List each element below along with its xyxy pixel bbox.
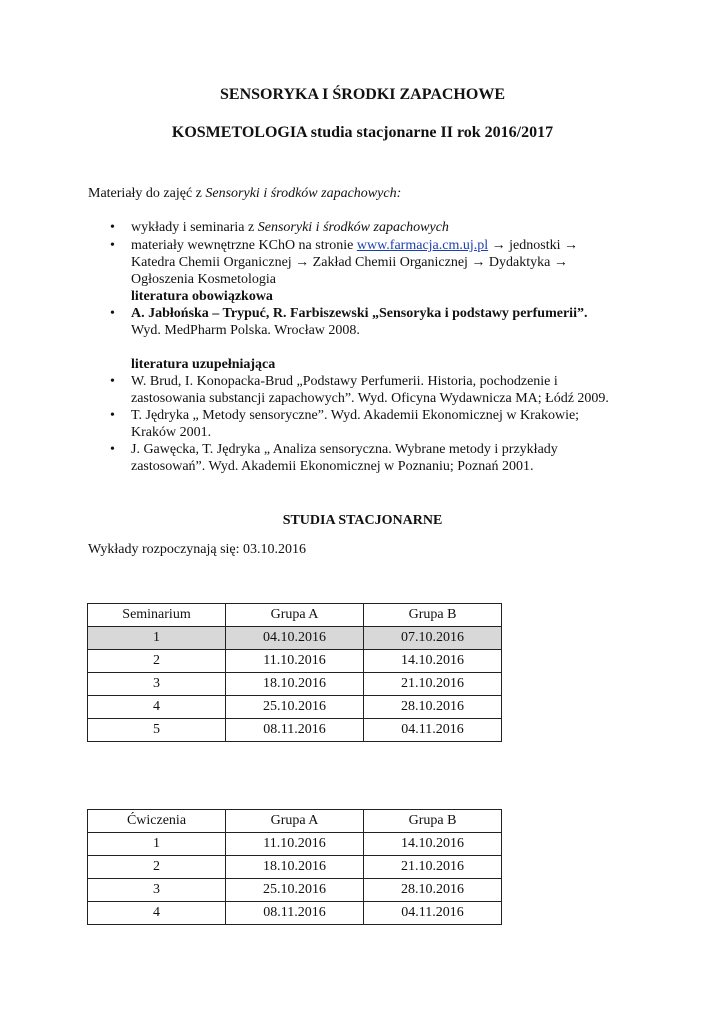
table-cell: 3 [88, 879, 226, 902]
table-header-cell: Grupa A [226, 810, 364, 833]
table-cell: 2 [88, 650, 226, 673]
list-item [131, 407, 631, 441]
table-row [88, 673, 502, 696]
bullet-icon: • [110, 374, 115, 389]
table-row [88, 650, 502, 673]
seminar-table [87, 603, 502, 742]
table-cell: 3 [88, 673, 226, 696]
supp-item3-line2: zastosowań”. Wyd. Akademii Ekonomicznej w Poznaniu; Poznań 2001. [131, 459, 534, 474]
lectures-start: Wykłady rozpoczynają się: 03.10.2016 [88, 542, 307, 557]
table-cell: 14.10.2016 [364, 833, 502, 856]
page-subtitle: KOSMETOLOGIA studia stacjonarne II rok 2016/2017 [171, 124, 554, 141]
table-header-cell: Seminarium [88, 604, 226, 627]
table-row [88, 879, 502, 902]
supp-item2-line2: Kraków 2001. [131, 425, 212, 440]
list-item [131, 305, 631, 339]
table-cell: 04.11.2016 [364, 902, 502, 925]
table-header-cell: Grupa B [364, 604, 502, 627]
table-row [88, 856, 502, 879]
table-cell: 11.10.2016 [226, 833, 364, 856]
bullet1-italic: Sensoryki i środków zapachowych [257, 220, 449, 235]
supplementary-heading: literatura uzupełniająca [131, 357, 276, 372]
table-cell: 08.11.2016 [226, 719, 364, 742]
page-title: SENSORYKA I ŚRODKI ZAPACHOWE [220, 86, 505, 103]
supp-item1-line2: zastosowania substancji zapachowych”. Wyd. Oficyna Wydawnicza MA; Łódź 2009. [131, 391, 609, 406]
table-header-row [88, 604, 502, 627]
bullet-icon: • [110, 306, 115, 321]
table-cell: 04.10.2016 [226, 627, 364, 650]
supp-item2-line1: T. Jędryka „ Metody sensoryczne”. Wyd. Akademii Ekonomicznej w Krakowie; [131, 408, 580, 423]
table-cell: 25.10.2016 [226, 879, 364, 902]
table-cell: 1 [88, 627, 226, 650]
bullet-icon: • [110, 238, 115, 253]
table-cell: 08.11.2016 [226, 902, 364, 925]
table-cell: 11.10.2016 [226, 650, 364, 673]
bullet1-text: wykłady i seminaria z [131, 220, 258, 235]
table-cell: 25.10.2016 [226, 696, 364, 719]
bullet-icon: • [110, 220, 115, 235]
table-cell: 18.10.2016 [226, 673, 364, 696]
required-item1-line2: Wyd. MedPharm Polska. Wrocław 2008. [131, 323, 360, 338]
bullet2-rest: → jednostki → [488, 238, 578, 253]
table-cell: 21.10.2016 [364, 673, 502, 696]
table-header-cell: Ćwiczenia [88, 810, 226, 833]
intro-line [88, 185, 401, 202]
list-item [131, 219, 631, 236]
table-row [88, 627, 502, 650]
list-item [131, 373, 631, 407]
list-item [131, 237, 631, 305]
bullet2-text: materiały wewnętrzne KChO na stronie [131, 238, 357, 253]
table-cell: 07.10.2016 [364, 627, 502, 650]
table-row [88, 833, 502, 856]
table-cell: 14.10.2016 [364, 650, 502, 673]
table-row [88, 719, 502, 742]
table-cell: 21.10.2016 [364, 856, 502, 879]
table-cell: 4 [88, 696, 226, 719]
table-cell: 1 [88, 833, 226, 856]
supp-item1-line1: W. Brud, I. Konopacka-Brud „Podstawy Perfumerii. Historia, pochodzenie i [131, 374, 558, 389]
table-cell: 4 [88, 902, 226, 925]
table-cell: 28.10.2016 [364, 696, 502, 719]
intro-italic: Sensoryki i środków zapachowych: [205, 186, 402, 201]
list-item [131, 441, 631, 475]
bullet2-line2: Katedra Chemii Organicznej → Zakład Chemii Organicznej → Dydaktyka → [131, 255, 568, 270]
table-cell: 5 [88, 719, 226, 742]
bullet2-line3: Ogłoszenia Kosmetologia [131, 272, 277, 287]
table-cell: 18.10.2016 [226, 856, 364, 879]
table-cell: 04.11.2016 [364, 719, 502, 742]
intro-text: Materiały do zajęć z [88, 186, 206, 201]
table-header-cell: Grupa B [364, 810, 502, 833]
table-header-cell: Grupa A [226, 604, 364, 627]
supp-item3-line1: J. Gawęcka, T. Jędryka „ Analiza sensoryczna. Wybrane metody i przykłady [131, 442, 558, 457]
table-cell: 28.10.2016 [364, 879, 502, 902]
required-heading: literatura obowiązkowa [131, 289, 273, 304]
farmacja-link[interactable]: www.farmacja.cm.uj.pl [356, 238, 489, 253]
table-header-row [88, 810, 502, 833]
required-item1-line1: A. Jabłońska – Trypuć, R. Farbiszewski „Sensoryka i podstawy perfumerii”. [131, 306, 588, 321]
exercise-table [87, 809, 502, 925]
table-cell: 2 [88, 856, 226, 879]
section-heading: STUDIA STACJONARNE [282, 513, 443, 528]
table-row [88, 902, 502, 925]
table-row [88, 696, 502, 719]
bullet-icon: • [110, 408, 115, 423]
bullet-icon: • [110, 442, 115, 457]
